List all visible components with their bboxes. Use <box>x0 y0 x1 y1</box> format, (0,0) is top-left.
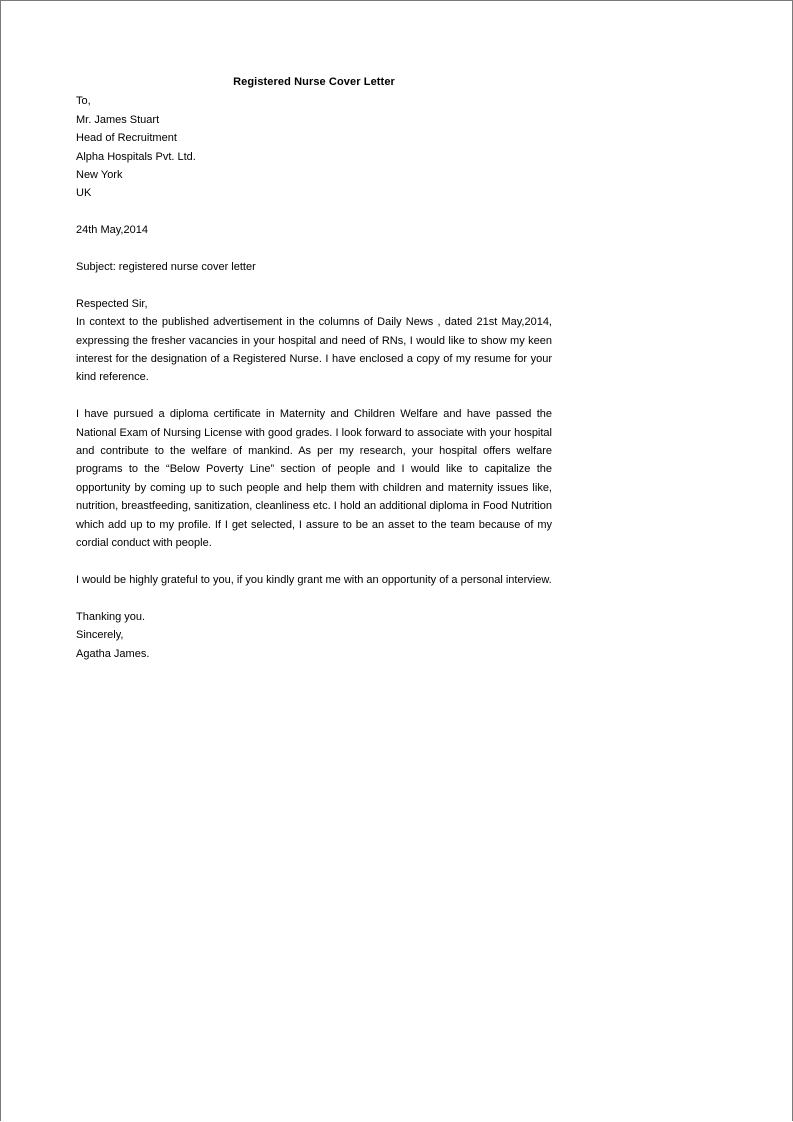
closing-signoff: Sincerely, <box>76 629 124 642</box>
recipient-name: Mr. James Stuart <box>76 113 160 126</box>
signature-name: Agatha James. <box>76 647 150 660</box>
recipient-country: UK <box>76 187 92 200</box>
recipient-position: Head of Recruitment <box>76 132 177 145</box>
body-paragraph-2: I have pursued a diploma certificate in Maternity and Children Welfare and have passed the National Exam of Nursing License with good grades. I look forward to associate with your hospital and contribute to the welfare of mankind. As per my research, your hospital offers welfare programs to the “Below Poverty Line” section of people and I would like to capitalize the opportunity by coming up to such people and help them with children and maternity issues like, nutrition, breastfeeding, sanitization, cleanliness etc. I hold an additional diploma in Food Nutrition which add up to my profile. If I get selected, I assure to be an asset to the team because of my cordial conduct with people. <box>76 408 552 550</box>
document-title: Registered Nurse Cover Letter <box>233 76 395 88</box>
body-paragraph-1: In context to the published advertisement in the columns of Daily News , dated 21st May,2014, expressing the fresher vacancies in your hospital and need of RNs, I would like to show my keen interest for the designation of a Registered Nurse. I have enclosed a copy of my resume for your kind reference. <box>76 316 552 384</box>
spacer <box>76 203 552 221</box>
spacer <box>76 553 552 571</box>
spacer <box>76 387 552 405</box>
recipient-to: To, <box>76 95 91 108</box>
spacer <box>76 276 552 294</box>
closing-thanks: Thanking you. <box>76 610 146 623</box>
letter-subject: Subject: registered nurse cover letter <box>76 261 256 274</box>
letter-date: 24th May,2014 <box>76 224 148 237</box>
letter-greeting: Respected Sir, <box>76 297 148 310</box>
recipient-city: New York <box>76 169 123 182</box>
cover-letter <box>76 73 552 663</box>
spacer <box>76 240 552 258</box>
body-paragraph-3: I would be highly grateful to you, if you kindly grant me with an opportunity of a personal interview. <box>76 573 552 586</box>
spacer <box>76 589 552 607</box>
recipient-company: Alpha Hospitals Pvt. Ltd. <box>76 150 196 163</box>
